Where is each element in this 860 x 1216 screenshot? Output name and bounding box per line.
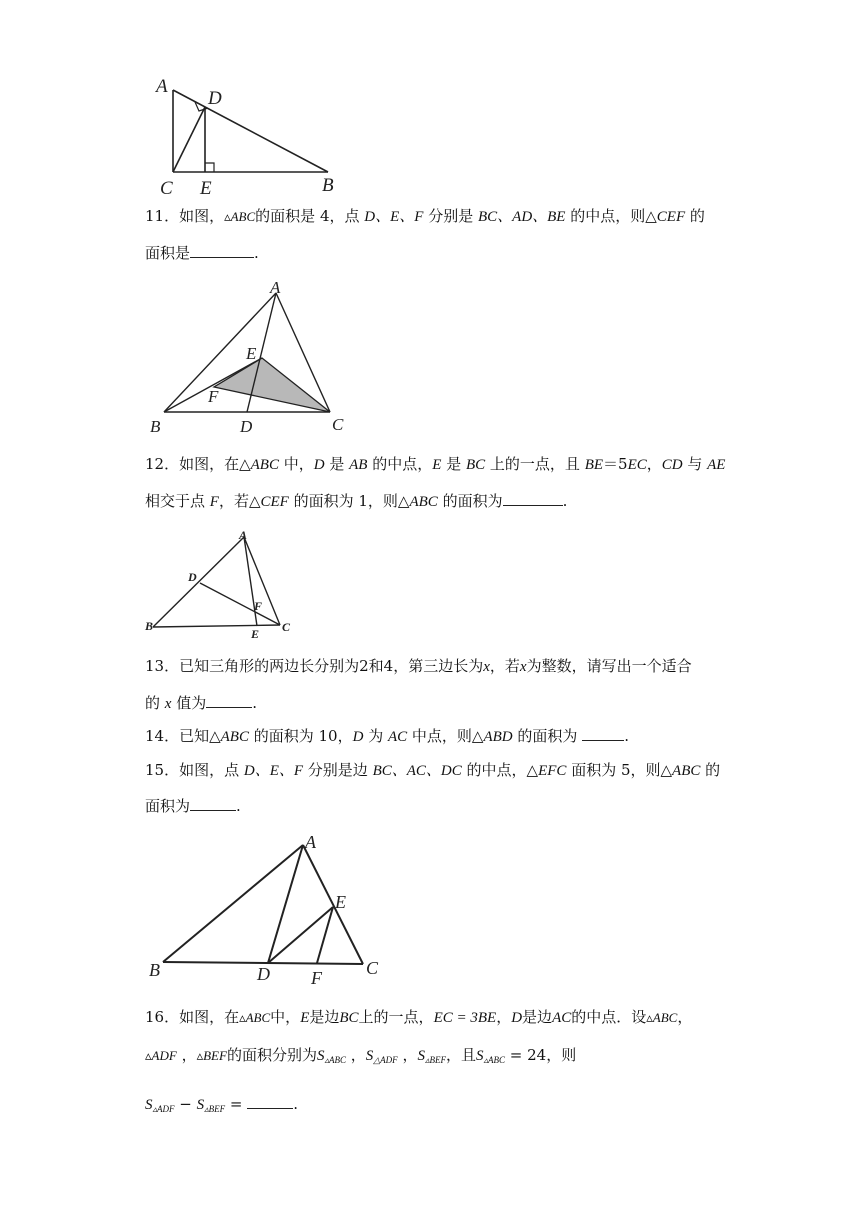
q15-var: EFC [538, 763, 567, 779]
q16-text: ，且 [445, 1046, 476, 1064]
q16-text: 16．如图，在 [145, 1008, 240, 1026]
q12-text: 与 [682, 455, 708, 473]
figure-q15 [145, 830, 390, 990]
q16-equation: EC = 3BE [433, 1010, 497, 1026]
q16-area-symbol: S [145, 1097, 153, 1113]
q11-points: D、E、F [364, 209, 424, 225]
figure-q10-svg [150, 72, 350, 202]
q16-text: 的面积分别为 [226, 1046, 317, 1064]
q12-text: 12．如图，在△ [145, 455, 251, 473]
q14-var: ABC [220, 729, 249, 745]
question-11-line1 [145, 206, 705, 227]
q16-text: ， [496, 1008, 512, 1026]
q12-text: 的面积为 [437, 492, 503, 510]
q16-var: AC [552, 1010, 572, 1026]
q12-var: ABC [409, 494, 438, 510]
q16-text: 上的一点， [358, 1008, 434, 1026]
q15-text: 15．如图，点 [145, 761, 244, 779]
label-f: F [254, 599, 263, 613]
q12-text: 中， [278, 455, 314, 473]
q16-var: E [300, 1010, 310, 1026]
q12-var: CEF [260, 494, 289, 510]
q15-text: 的中点，△ [461, 761, 539, 779]
q16-area-symbol: S [365, 1048, 374, 1064]
label-d: D [240, 417, 253, 435]
question-12-line1 [145, 454, 725, 475]
q16-text: 中， [270, 1008, 301, 1026]
q13-text: ，若 [489, 657, 520, 675]
q13-text: 13．已知三角形的两边长分别为 [145, 657, 360, 675]
label-a: A [270, 280, 281, 297]
label-a: A [239, 528, 248, 542]
answer-blank-13[interactable] [206, 693, 252, 708]
q12-var: EC [627, 457, 647, 473]
label-b: B [322, 175, 334, 196]
q14-text: 14．已知△ [145, 727, 221, 745]
q16-equation: = 24 [505, 1046, 547, 1064]
q16-text: 是边 [309, 1008, 340, 1026]
label-c: C [160, 178, 173, 199]
q11-triangle-cef: CEF [656, 209, 686, 225]
q11-segments: BC、AD、BE [477, 209, 566, 225]
q12-var: BE [584, 457, 604, 473]
q12-var: D [313, 457, 325, 473]
q16-subscript: ▵BEF [424, 1055, 446, 1065]
figure-q10 [150, 72, 350, 202]
figure-q15-svg [145, 830, 390, 990]
figure-q11 [146, 280, 356, 435]
q16-text: ， [677, 1008, 693, 1026]
question-13-line1 [145, 656, 692, 677]
q16-text: 的中点．设 [571, 1008, 647, 1026]
question-12-line2 [145, 491, 567, 512]
q15-var: D、E、F [243, 763, 304, 779]
question-15-line1 [145, 760, 720, 781]
q16-var: BC [339, 1010, 359, 1026]
segment-ab [163, 845, 303, 962]
q14-text: 为 [363, 727, 388, 745]
q16-triangle: ▵ABC [646, 1010, 678, 1025]
figure-q12 [143, 527, 303, 642]
label-e: E [251, 627, 260, 641]
q12-var: AB [349, 457, 368, 473]
q16-text: − [174, 1095, 197, 1113]
label-d: D [257, 964, 270, 984]
q12-text: ， [646, 455, 662, 473]
answer-blank-16[interactable] [247, 1094, 293, 1109]
q14-text: 的面积为 [512, 727, 583, 745]
question-15-line2 [145, 796, 241, 816]
q12-text: 上的一点，且 [485, 455, 585, 473]
q16-text: ，则 [546, 1046, 577, 1064]
q12-text: ，若△ [218, 492, 261, 510]
q13-number: 2 [359, 657, 369, 675]
question-11-line2 [145, 243, 259, 263]
label-b: B [149, 960, 160, 980]
q16-subscript: ▵ADF [152, 1104, 175, 1114]
q13-number: 4 [383, 657, 394, 675]
q11-text: 的 [685, 207, 705, 225]
label-c: C [366, 958, 379, 978]
q12-var: CD [661, 457, 683, 473]
q15-var: BC、AC、DC [372, 763, 462, 779]
q12-text: ＝5 [603, 455, 628, 473]
q11-text: 11．如图， [145, 207, 225, 225]
q12-text: 的中点， [367, 455, 433, 473]
segment-dc [200, 583, 280, 625]
question-16-line3 [145, 1094, 298, 1119]
q16-area-symbol: S [316, 1048, 325, 1064]
figure-q12-svg [143, 527, 303, 642]
label-a: A [156, 76, 168, 97]
answer-blank-14[interactable] [582, 726, 624, 741]
right-angle-mark-e [205, 163, 214, 172]
shaded-triangle-cef [214, 358, 330, 412]
q12-text: 是 [324, 455, 350, 473]
segment-ad [268, 845, 303, 963]
label-e: E [246, 344, 257, 363]
q16-area-symbol: S [196, 1097, 205, 1113]
q12-var: E [432, 457, 442, 473]
q15-text: 面积为 [145, 797, 191, 815]
question-14 [145, 726, 629, 747]
answer-blank-15[interactable] [190, 796, 236, 811]
q13-var: x [519, 659, 527, 675]
segment-ac [303, 845, 363, 964]
q16-subscript: ▵BEF [204, 1104, 226, 1114]
segment-ab [173, 90, 328, 172]
label-e: E [200, 178, 212, 199]
q13-text: ，第三边长为 [393, 657, 484, 675]
q14-var: ABD [483, 729, 513, 745]
q12-var: BC [465, 457, 486, 473]
q11-text: 面积是 [145, 244, 191, 262]
q13-text: . [252, 694, 258, 712]
question-13-line2 [145, 693, 257, 714]
q14-var: D [352, 729, 364, 745]
q12-text: 的面积为 1，则△ [288, 492, 410, 510]
q13-text: 值为 [171, 694, 207, 712]
q15-text: 的 [700, 761, 721, 779]
q13-text: 的 [145, 694, 165, 712]
q12-var: AE [707, 457, 726, 473]
q16-var: D [511, 1010, 523, 1026]
label-c: C [332, 415, 344, 434]
question-16-line2 [145, 1045, 576, 1070]
q16-text: = [225, 1095, 248, 1113]
q12-var: F [209, 494, 219, 510]
label-a: A [305, 832, 316, 852]
figure-q11-svg [146, 280, 356, 435]
q14-text: 中点，则△ [407, 727, 484, 745]
q16-triangle: ▵ABC [239, 1010, 271, 1025]
label-b: B [150, 417, 161, 435]
q16-triangle: ▵ADF [145, 1048, 177, 1063]
q11-text: 的面积是 4，点 [255, 207, 365, 225]
label-b: B [145, 619, 154, 633]
q13-var: x [164, 696, 172, 712]
q15-text: 面积为 5，则△ [566, 761, 673, 779]
label-d: D [188, 570, 197, 584]
q11-text: . [254, 244, 259, 262]
label-e: E [335, 892, 346, 912]
q16-subscript: ▵ABC [324, 1055, 346, 1065]
answer-blank-11[interactable] [190, 243, 254, 258]
segment-de [268, 907, 333, 963]
label-d: D [208, 88, 222, 109]
label-c: C [282, 620, 291, 634]
label-f: F [311, 968, 322, 988]
segment-ab [153, 537, 244, 627]
q14-var: AC [387, 729, 408, 745]
q11-text: 的中点，则△ [565, 207, 657, 225]
question-16-line1 [145, 1007, 692, 1028]
label-f: F [208, 387, 219, 406]
q13-text: 为整数，请写出一个适合 [526, 657, 692, 675]
q15-text: . [236, 797, 241, 815]
q13-var: x [483, 659, 490, 675]
segment-cd [173, 107, 205, 172]
q16-area-symbol: S [417, 1048, 425, 1064]
q16-text: ， [397, 1046, 418, 1064]
q14-text: 的面积为 10， [248, 727, 353, 745]
q16-text: ， [176, 1046, 197, 1064]
q12-var: ABC [250, 457, 279, 473]
q12-text: 相交于点 [145, 492, 210, 510]
q11-triangle: ▵ABC [224, 209, 256, 224]
segment-ef [317, 907, 333, 963]
q15-text: 分别是边 [303, 761, 373, 779]
segment-bc [153, 625, 280, 627]
q16-area-symbol: S [475, 1048, 484, 1064]
q16-text: 是边 [522, 1008, 553, 1026]
q12-text: . [562, 492, 568, 510]
q16-subscript: ▵ABC [483, 1055, 505, 1065]
q15-var: ABC [672, 763, 701, 779]
q16-text: ， [345, 1046, 366, 1064]
q16-triangle: ▵BEF [196, 1048, 227, 1063]
q12-text: 是 [441, 455, 466, 473]
q11-text: 分别是 [423, 207, 478, 225]
q13-text: 和 [368, 657, 384, 675]
q14-text: . [624, 727, 629, 745]
q16-text: . [293, 1095, 299, 1113]
q16-subscript: △ADF [373, 1055, 398, 1065]
answer-blank-12[interactable] [503, 491, 563, 506]
